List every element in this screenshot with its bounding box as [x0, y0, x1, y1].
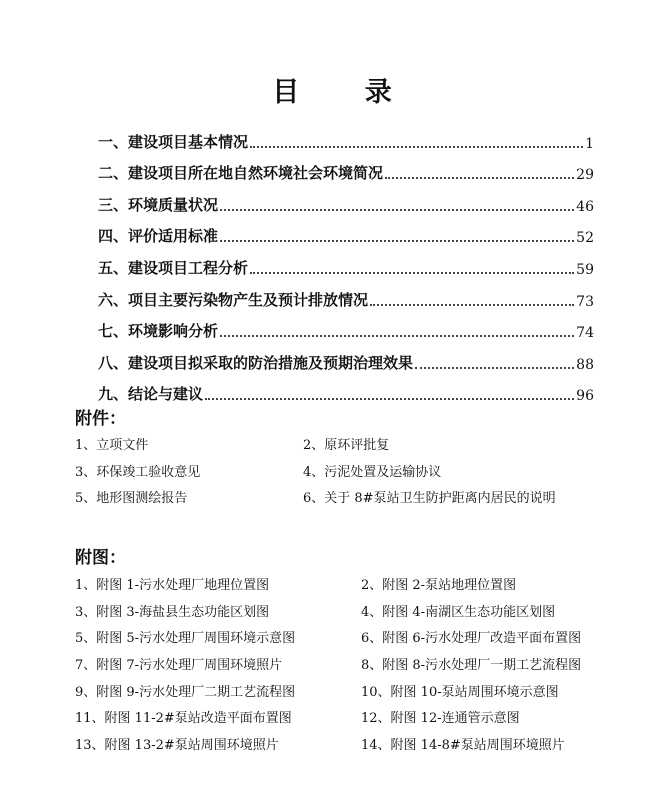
toc-entry-page: 73	[576, 293, 594, 310]
toc-leader-dots	[415, 367, 574, 369]
toc-entry-page: 46	[576, 198, 594, 215]
toc-entry[interactable]	[98, 341, 594, 373]
toc-leader-dots	[220, 335, 574, 337]
attachments-heading: 附件：	[75, 409, 126, 429]
figure-item: 3、附图 3-海盐县生态功能区划图	[75, 604, 270, 620]
toc-entry[interactable]	[98, 246, 594, 278]
toc-leader-dots	[370, 304, 574, 306]
attachment-item: 1、立项文件	[75, 438, 149, 453]
attachment-item: 6、关于 8#泵站卫生防护距离内居民的说明	[303, 491, 556, 506]
figure-item: 9、附图 9-污水处理厂二期工艺流程图	[75, 684, 296, 700]
figure-item: 2、附图 2-泵站地理位置图	[361, 578, 517, 593]
toc-entry-label: 八、建设项目拟采取的防治措施及预期治理效果	[98, 353, 414, 372]
toc-entry-label: 三、环境质量状况	[98, 195, 219, 214]
toc-entry-page: 96	[576, 388, 594, 405]
toc-leader-dots	[205, 398, 574, 400]
attachment-item: 3、环保竣工验收意见	[75, 464, 201, 480]
toc-entry-label: 六、项目主要污染物产生及预计排放情况	[98, 290, 369, 309]
figures-heading: 附图：	[75, 548, 126, 568]
toc-entry-label: 四、评价适用标准	[98, 227, 219, 246]
toc-entry-label: 五、建设项目工程分析	[98, 258, 249, 277]
toc-entry-page: 59	[576, 261, 594, 278]
toc-entry[interactable]	[98, 373, 594, 405]
page-title: 目 录	[272, 77, 420, 108]
toc-entry-page: 52	[576, 230, 594, 247]
toc-entry[interactable]	[98, 152, 594, 184]
toc-entry[interactable]	[98, 310, 594, 342]
toc-entry-page: 29	[576, 167, 594, 184]
figures-list	[75, 576, 635, 763]
toc-leader-dots	[220, 209, 574, 211]
figure-item: 4、附图 4-南湖区生态功能区划图	[361, 604, 556, 620]
toc-entry-page: 88	[576, 356, 594, 373]
toc-entry-label: 二、建设项目所在地自然环境社会环境简况	[98, 164, 384, 183]
attachment-item: 5、地形图测绘报告	[75, 491, 188, 506]
toc-entry-label: 七、环境影响分析	[98, 322, 219, 341]
toc-entry[interactable]	[98, 278, 594, 310]
toc-entry-page: 1	[585, 135, 594, 152]
figure-item: 7、附图 7-污水处理厂周围环境照片	[75, 658, 283, 674]
toc-entry[interactable]	[98, 183, 594, 215]
toc-entry[interactable]	[98, 215, 594, 247]
toc-leader-dots	[250, 272, 574, 274]
toc-entry-page: 74	[576, 325, 594, 342]
toc-entry-label: 一、建设项目基本情况	[98, 132, 249, 151]
toc-entry-label: 九、结论与建议	[98, 385, 204, 404]
attachments-list	[75, 436, 635, 516]
attachment-item: 4、污泥处置及运输协议	[303, 464, 442, 480]
figure-item: 13、附图 13-2#泵站周围环境照片	[75, 738, 279, 754]
figure-item: 1、附图 1-污水处理厂地理位置图	[75, 578, 270, 593]
attachment-item: 2、原环评批复	[303, 438, 390, 453]
toc-leader-dots	[250, 146, 583, 148]
toc-entry[interactable]	[98, 120, 594, 152]
figure-item: 14、附图 14-8#泵站周围环境照片	[361, 738, 565, 754]
figure-item: 8、附图 8-污水处理厂一期工艺流程图	[361, 658, 582, 674]
figure-item: 5、附图 5-污水处理厂周围环境示意图	[75, 631, 296, 647]
figure-item: 12、附图 12-连通管示意图	[361, 711, 520, 727]
toc-leader-dots	[385, 177, 574, 179]
figure-item: 11、附图 11-2#泵站改造平面布置图	[75, 711, 292, 727]
figure-item: 6、附图 6-污水处理厂改造平面布置图	[361, 631, 582, 647]
figure-item: 10、附图 10-泵站周围环境示意图	[361, 684, 559, 700]
toc-leader-dots	[220, 240, 574, 242]
table-of-contents	[98, 120, 594, 404]
